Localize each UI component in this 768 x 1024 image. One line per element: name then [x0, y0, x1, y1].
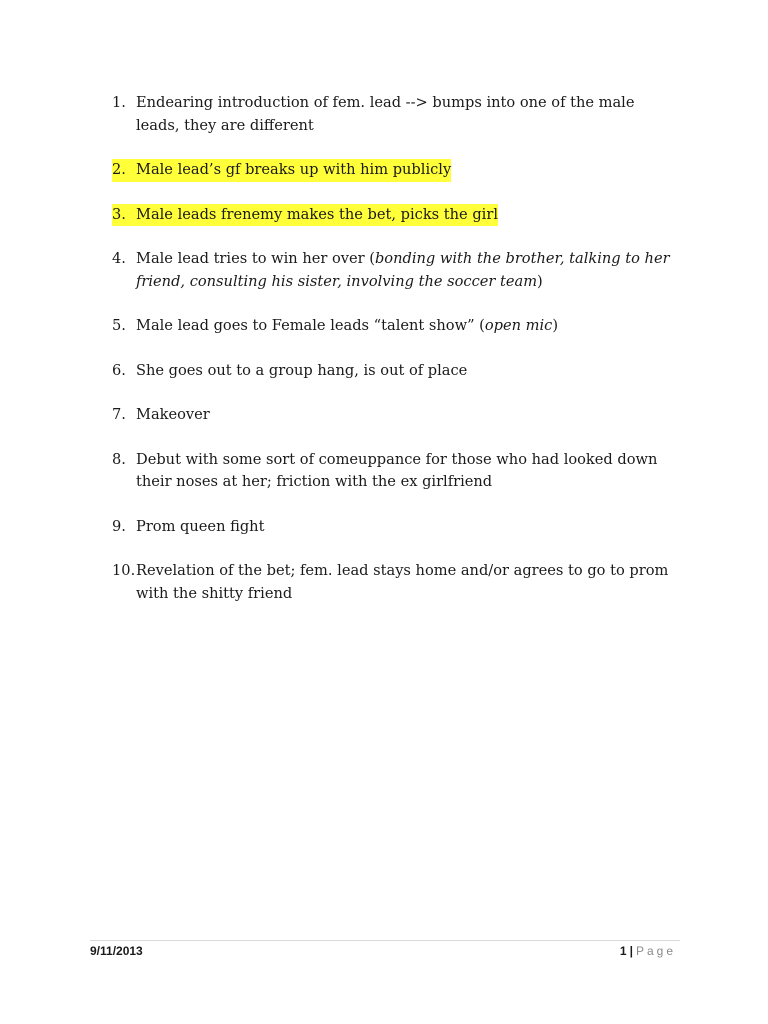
list-text-plain: )	[552, 317, 559, 334]
list-text: Endearing introduction of fem. lead --> bumps into one of the male leads, they are different	[136, 94, 635, 134]
list-number: 6.	[112, 361, 126, 379]
list-text: Male leads frenemy makes the bet, picks the girl	[136, 204, 498, 227]
list-text: Male lead’s gf breaks up with him publicly	[136, 159, 451, 182]
list-number: 3.	[112, 204, 136, 227]
list-number: 5.	[112, 317, 126, 334]
list-text	[136, 315, 682, 338]
page-label: Page	[635, 944, 676, 958]
list-number: 9.	[112, 517, 126, 535]
list-text: Debut with some sort of comeuppance for those who had looked down their noses at her; friction with the ex girlfriend	[136, 450, 658, 490]
list-item	[112, 449, 682, 494]
list-item	[112, 92, 682, 137]
list-text: Makeover	[136, 406, 210, 423]
list-number: 10.	[112, 562, 136, 579]
list-number: 4.	[112, 250, 126, 267]
page-number: 1	[619, 944, 627, 958]
list-number: 8.	[112, 450, 126, 468]
footer-date: 9/11/2013	[90, 944, 143, 958]
list-item	[112, 360, 682, 383]
list-text-plain: Male lead tries to win her over (	[136, 250, 375, 267]
list-text: Revelation of the bet; fem. lead stays home and/or agrees to go to prom with the shitty friend	[136, 562, 669, 602]
list-text: Prom queen fight	[136, 517, 265, 535]
list-text	[136, 248, 682, 293]
list-text-plain: )	[537, 272, 543, 290]
footer-divider	[90, 940, 680, 941]
list-item	[112, 516, 682, 539]
list-item	[112, 560, 682, 605]
list-number: 7.	[112, 406, 126, 423]
list-text-plain: Male lead goes to Female leads “talent show” (	[136, 317, 485, 334]
list-text-italic: bonding with the brother, talking to her friend, consulting his sister, involving the soccer team	[136, 250, 670, 290]
footer-page-indicator	[620, 944, 676, 958]
list-item-highlighted	[112, 204, 682, 227]
list-item-highlighted	[112, 159, 682, 182]
list-item	[112, 315, 682, 338]
list-text-italic: open mic	[484, 317, 553, 334]
list-number: 1.	[112, 94, 126, 111]
list-text: She goes out to a group hang, is out of place	[136, 361, 468, 379]
list-number: 2.	[112, 159, 136, 182]
list-item	[112, 248, 682, 293]
list-item	[112, 404, 682, 427]
numbered-list	[112, 92, 682, 627]
page-separator: |	[629, 944, 633, 958]
